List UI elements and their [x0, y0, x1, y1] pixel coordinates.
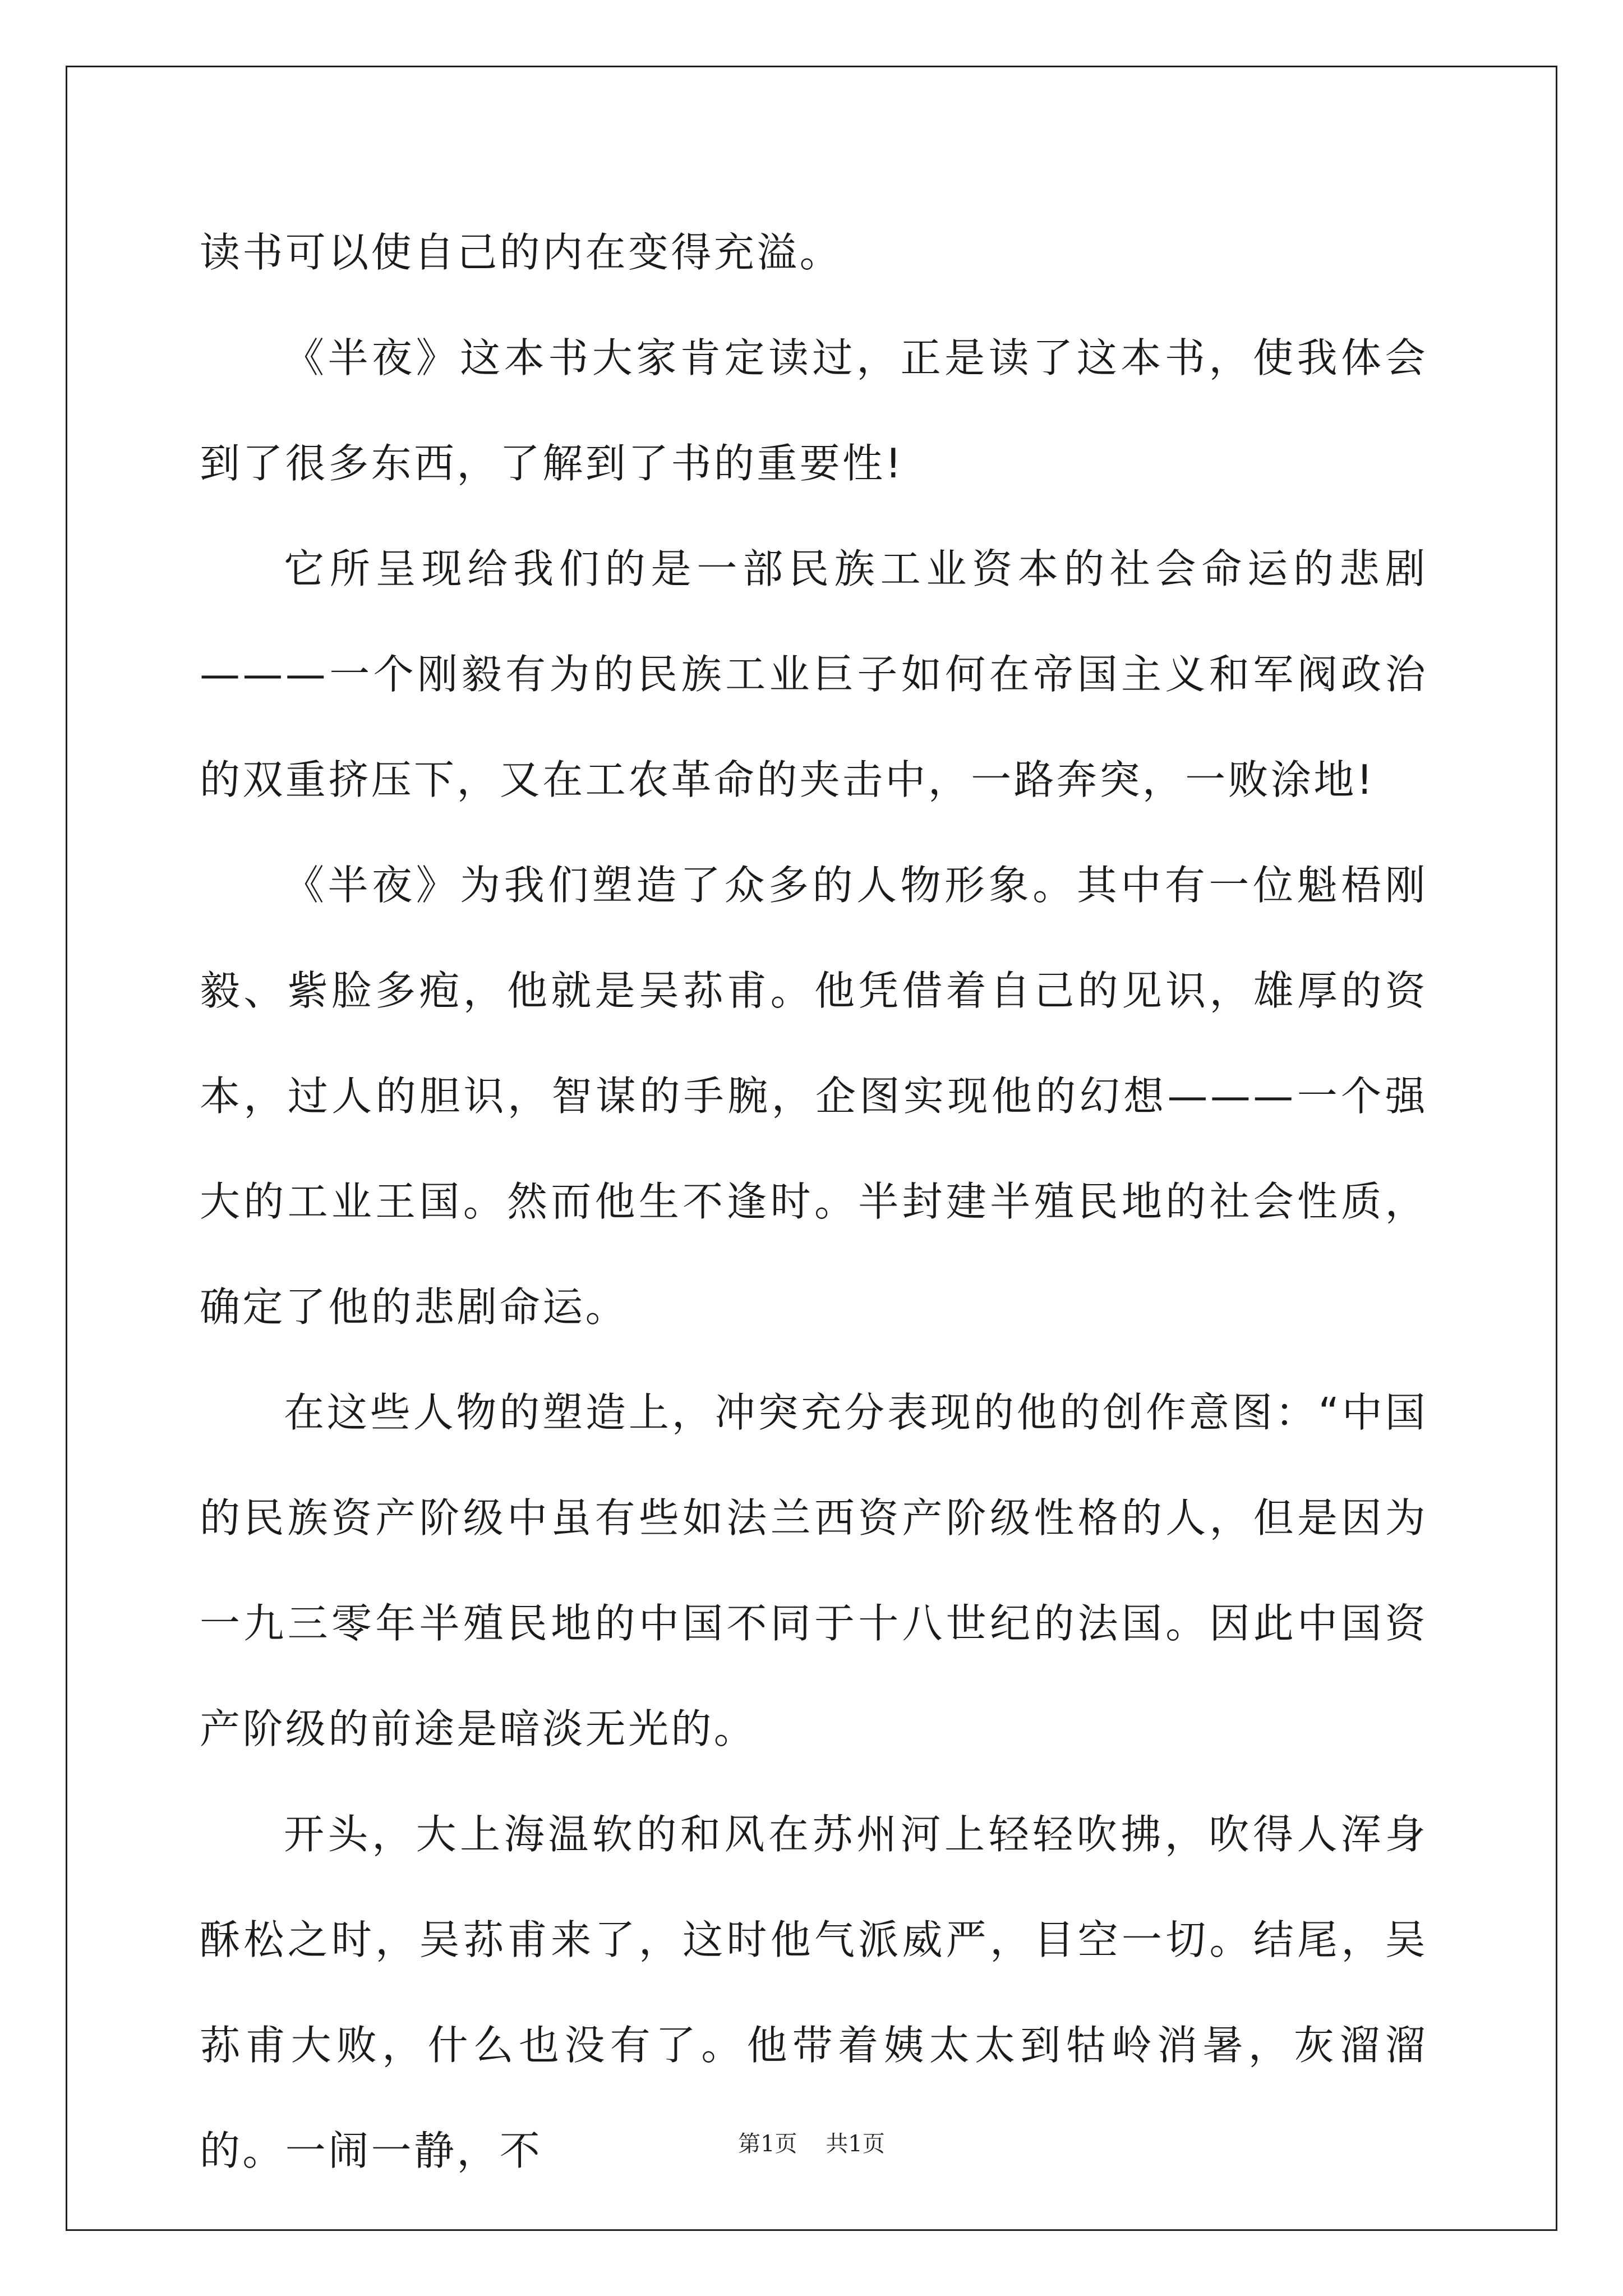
paragraph-3: 它所呈现给我们的是一部民族工业资本的社会命运的悲剧———一个刚毅有为的民族工业巨子如何在帝国主义和军阀政治的双重挤压下，又在工农革命的夹击中，一路奔突，一败涂地! — [200, 545, 1428, 803]
paragraph-5: 在这些人物的塑造上，冲突充分表现的他的创作意图：“中国的民族资产阶级中虽有些如法兰西资产阶级性格的人，但是因为一九三零年半殖民地的中国不同于十八世纪的法国。因此中国资产阶级的前途是暗淡无光的。 — [200, 1389, 1428, 1752]
page-footer — [0, 2126, 1623, 2158]
paragraph-2: 《半夜》这本书大家肯定读过，正是读了这本书，使我体会到了很多东西，了解到了书的重要性! — [200, 334, 1428, 487]
document-body — [200, 200, 1428, 2203]
paragraph-6: 开头，大上海温软的和风在苏州河上轻轻吹拂，吹得人浑身酥松之时，吴荪甫来了，这时他气派威严，目空一切。结尾，吴荪甫大败，什么也没有了。他带着姨太太到牯岭消暑，灰溜溜的。一闹一静，不 — [200, 1811, 1428, 2174]
page-total: 共1页 — [826, 2131, 885, 2157]
page-number: 第1页 — [738, 2131, 797, 2157]
paragraph-4: 《半夜》为我们塑造了众多的人物形象。其中有一位魁梧刚毅、紫脸多疱，他就是吴荪甫。他凭借着自己的见识，雄厚的资本，过人的胆识，智谋的手腕，企图实现他的幻想———一个强大的工业王国。然而他生不逢时。半封建半殖民地的社会性质，确定了他的悲剧命运。 — [200, 862, 1428, 1331]
paragraph-1: 读书可以使自己的内在变得充溢。 — [200, 229, 843, 276]
